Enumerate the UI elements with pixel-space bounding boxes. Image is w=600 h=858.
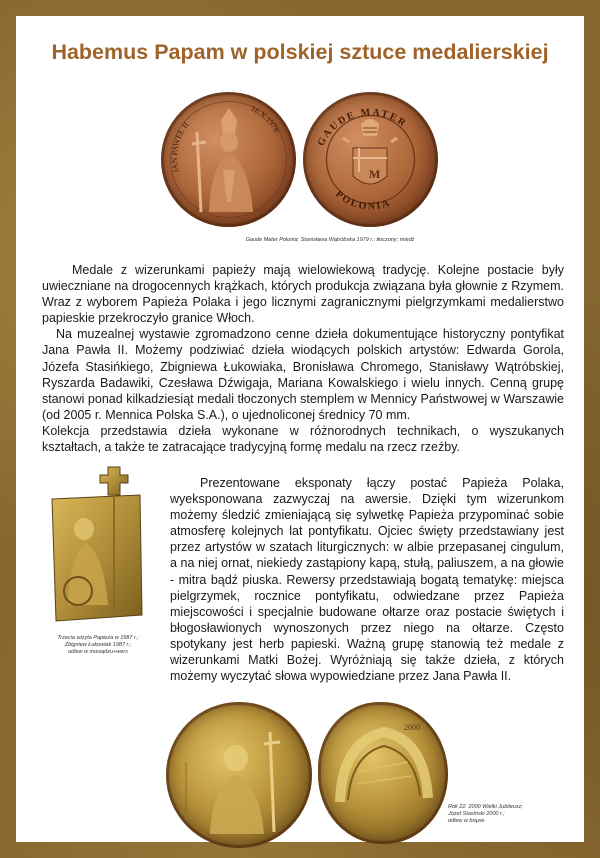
paragraph-collection: Kolekcja przedstawia dzieła wykonane w różnorodnych technikach, o wyszukanych kształtach, a także te zatracające tradycyjną formę medalu na rzecz rzeźby.: [42, 423, 564, 455]
reverse-inscription-top: GAUDE MATER: [315, 106, 410, 148]
left-medal-caption: Trzecia wizyta Papieża w 1987 r.; Zbigniew Łukowiak 1987 r.; odlew w mosiądzu+wers: [57, 635, 139, 655]
medal-jubilee-reverse: [318, 702, 448, 844]
jubilee-arch-relief-icon: [318, 702, 448, 844]
medal-obverse-pope: [161, 92, 296, 227]
paragraph-tradition: Medale z wizerunkami papieży mają wielowiekową tradycję. Kolejne postacie były uwieczniane na drogocennych krążkach, których produkcja związana była głownie z Rzymem. Wraz z wyborem Papieża Polaka i jego licznymi zagranicznymi pielgrzymkami medalierstwo papieskie przekroczyło granice Włoch.: [42, 263, 564, 326]
obverse-inscription-right: 16.X.1978: [249, 103, 282, 134]
page-title: Habemus Papam w polskiej sztuce medalierskiej: [51, 40, 549, 64]
intro-text: [42, 262, 564, 455]
cast-brass-medal-icon: [48, 465, 148, 625]
pope-figure-relief-icon: [166, 702, 312, 848]
paragraph-exhibition: Na muzealnej wystawie zgromadzono cenne dzieła dokumentujące historyczny pontyfikat Jana Pawła II. Możemy podziwiać dzieła wiodących polskich artystów: Edwarda Gorola, Józefa Stasińkiego, Zbigniewa Łukowiaka, Bronisława Chromego, Stanisławy Wątróbskiej, Ryszarda Badawiki, Czesława Dźwigaja, Mariana Kowalskiego i wielu innych. Cenną grupę stanowi ponad kilkadziesiąt medali tłoczonych stemplem w Mennicy Państwowej w Warszawie (od 2005 r. Mennica Polska S.A.), o ujednoliconej średnicy 70 mm.: [42, 327, 564, 422]
svg-text:M: M: [369, 167, 381, 181]
obverse-inscription-left: JAN PAWEŁ II: [169, 120, 191, 174]
bottom-medals-caption: Rok 22. 2000 Wielki Jubileusz; Józef Stasiński 2000 r.; odlew w brązie: [448, 804, 523, 824]
poster-sheet: [16, 16, 584, 842]
medal-papal-visit-1987: [48, 465, 148, 625]
paragraph-exhibits: Prezentowane eksponaty łączy postać Papieża Polaka, wyeksponowana zazwyczaj na awersie. Dzięki tym wizerunkom możemy śledzić zmieniającą się sylwetkę Papieża przypominać sobie atmosferę kolejnych lat pontyfikatu. Ojciec święty przedstawiany jest przez artystów w szatach liturgicznych: w albie przepasanej cingulum, a na niej ornat, niekiedy zastąpiony kapą, stułą, paliuszem, a na głowie - mitra bądź piuska. Rewersy przedstawiają bogatą tematykę: miejsca pielgrzymek, rocznice pontyfikatu, odwiedzane przez Papieża miejscowości i specjalnie budowane ołtarze oraz postacie świętych i błogosławionych wynoszonych przez niego na ołtarze. Często spotykany jest herb papieski. Ważną grupę stanowią też medale z wizerunkami Matki Bożej. Wyróżniają się także dzieła, z których możemy wyczytać słowa wypowiedziane przez Jana Pawła II.: [170, 476, 564, 684]
exhibits-text: [170, 475, 564, 684]
reverse-inscription-bottom: POLONIA: [333, 188, 393, 213]
medal-jubilee-obverse: [166, 702, 312, 848]
reverse-year: 2000: [404, 723, 420, 732]
top-medals-caption: Gaude Mater Polonia; Stanisława Wątróbska 1979 r.; tłoczony; miedź: [245, 237, 415, 243]
medal-reverse-coat-of-arms: [303, 92, 438, 227]
